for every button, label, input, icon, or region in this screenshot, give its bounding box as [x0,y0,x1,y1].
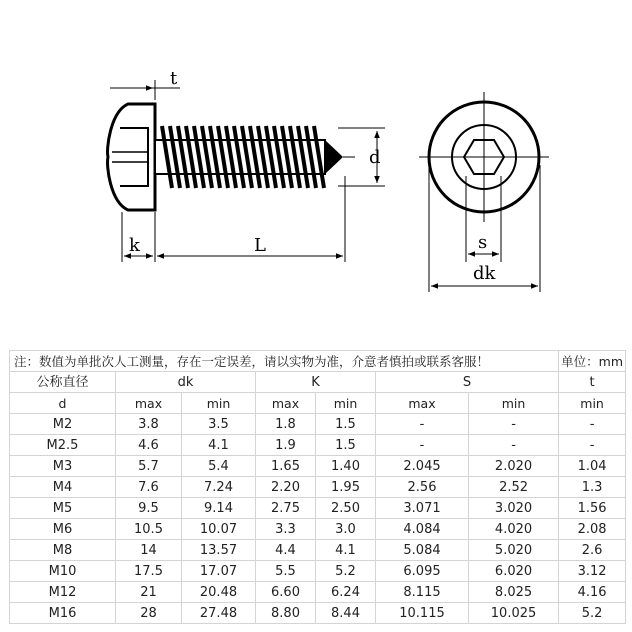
value-cell: 8.025 [469,582,559,603]
value-cell: 1.40 [316,456,376,477]
value-cell: 2.50 [316,498,376,519]
value-cell: 27.48 [182,603,256,624]
note-row [10,351,626,372]
screw-side-view [108,104,355,210]
value-cell: 3.8 [116,414,182,435]
measurement-note: 注：数值为单批次人工测量，存在一定误差，请以实物为准，介意者慎拍或联系客服！ [10,351,559,372]
size-cell: M6 [10,519,116,540]
value-cell: 1.5 [316,435,376,456]
value-cell: 6.095 [376,561,469,582]
table-row [10,435,626,456]
label-dk: dk [473,263,496,284]
value-cell: - [559,414,626,435]
value-cell: 6.24 [316,582,376,603]
label-L: L [254,235,266,256]
value-cell: 1.95 [316,477,376,498]
value-cell: 14 [116,540,182,561]
size-cell: M4 [10,477,116,498]
size-cell: M2.5 [10,435,116,456]
value-cell: - [376,435,469,456]
table-row [10,561,626,582]
value-cell: 7.6 [116,477,182,498]
value-cell: 9.5 [116,498,182,519]
value-cell: 28 [116,603,182,624]
value-cell: 3.071 [376,498,469,519]
value-cell: 8.44 [316,603,376,624]
value-cell: 3.020 [469,498,559,519]
value-cell: 2.75 [256,498,316,519]
size-cell: M5 [10,498,116,519]
value-cell: 1.9 [256,435,316,456]
value-cell: 1.65 [256,456,316,477]
subheader-cell: max [116,393,182,414]
subheader-cell: max [256,393,316,414]
header-k: K [256,372,376,393]
size-cell: M8 [10,540,116,561]
specification-table [9,350,626,624]
value-cell: 6.020 [469,561,559,582]
table-row [10,456,626,477]
value-cell: 4.16 [559,582,626,603]
size-cell: M2 [10,414,116,435]
header-dk: dk [116,372,256,393]
value-cell: 4.1 [182,435,256,456]
label-t: t [170,68,178,89]
value-cell: 8.115 [376,582,469,603]
value-cell: - [469,414,559,435]
value-cell: 17.5 [116,561,182,582]
value-cell: 4.4 [256,540,316,561]
value-cell: 10.115 [376,603,469,624]
subheader-cell: min [316,393,376,414]
value-cell: 9.14 [182,498,256,519]
subheader-cell: min [559,393,626,414]
subheader-row [10,393,626,414]
value-cell: 5.5 [256,561,316,582]
value-cell: 3.12 [559,561,626,582]
subheader-cell: min [182,393,256,414]
dimension-t [110,68,180,100]
value-cell: 3.0 [316,519,376,540]
value-cell: 2.020 [469,456,559,477]
subheader-cell: min [469,393,559,414]
table-row [10,477,626,498]
value-cell: 2.045 [376,456,469,477]
value-cell: - [376,414,469,435]
value-cell: 17.07 [182,561,256,582]
value-cell: 1.3 [559,477,626,498]
screw-tip [325,140,343,174]
value-cell: 8.80 [256,603,316,624]
value-cell: 10.025 [469,603,559,624]
screw-end-view [419,92,549,222]
value-cell: 4.1 [316,540,376,561]
unit-label: 单位：mm [559,351,626,372]
value-cell: 2.56 [376,477,469,498]
size-cell: M16 [10,603,116,624]
value-cell: 10.07 [182,519,256,540]
value-cell: 2.20 [256,477,316,498]
table-row [10,540,626,561]
value-cell: 21 [116,582,182,603]
size-cell: M10 [10,561,116,582]
value-cell: 6.60 [256,582,316,603]
label-k: k [129,235,140,256]
size-cell: M12 [10,582,116,603]
value-cell: 1.5 [316,414,376,435]
subheader-cell: max [376,393,469,414]
subheader-cell: d [10,393,116,414]
value-cell: 5.4 [182,456,256,477]
header-row [10,372,626,393]
table-row [10,519,626,540]
value-cell: 4.020 [469,519,559,540]
value-cell: 7.24 [182,477,256,498]
value-cell: 4.084 [376,519,469,540]
value-cell: 10.5 [116,519,182,540]
value-cell: 13.57 [182,540,256,561]
value-cell: 1.56 [559,498,626,519]
value-cell: 5.2 [316,561,376,582]
header-size: 公称直径 [10,372,116,393]
header-t: t [559,372,626,393]
value-cell: 5.2 [559,603,626,624]
size-cell: M3 [10,456,116,477]
table-row [10,582,626,603]
table-row [10,498,626,519]
value-cell: 20.48 [182,582,256,603]
label-s: s [478,232,488,253]
value-cell: 5.084 [376,540,469,561]
value-cell: 3.3 [256,519,316,540]
value-cell: - [559,435,626,456]
value-cell: 4.6 [116,435,182,456]
value-cell: 5.020 [469,540,559,561]
value-cell: 2.52 [469,477,559,498]
value-cell: 5.7 [116,456,182,477]
value-cell: 3.5 [182,414,256,435]
header-s: S [376,372,559,393]
value-cell: 2.08 [559,519,626,540]
value-cell: 1.8 [256,414,316,435]
value-cell: 1.04 [559,456,626,477]
value-cell: - [469,435,559,456]
table-row [10,603,626,624]
value-cell: 2.6 [559,540,626,561]
label-d: d [369,147,381,168]
table-row [10,414,626,435]
